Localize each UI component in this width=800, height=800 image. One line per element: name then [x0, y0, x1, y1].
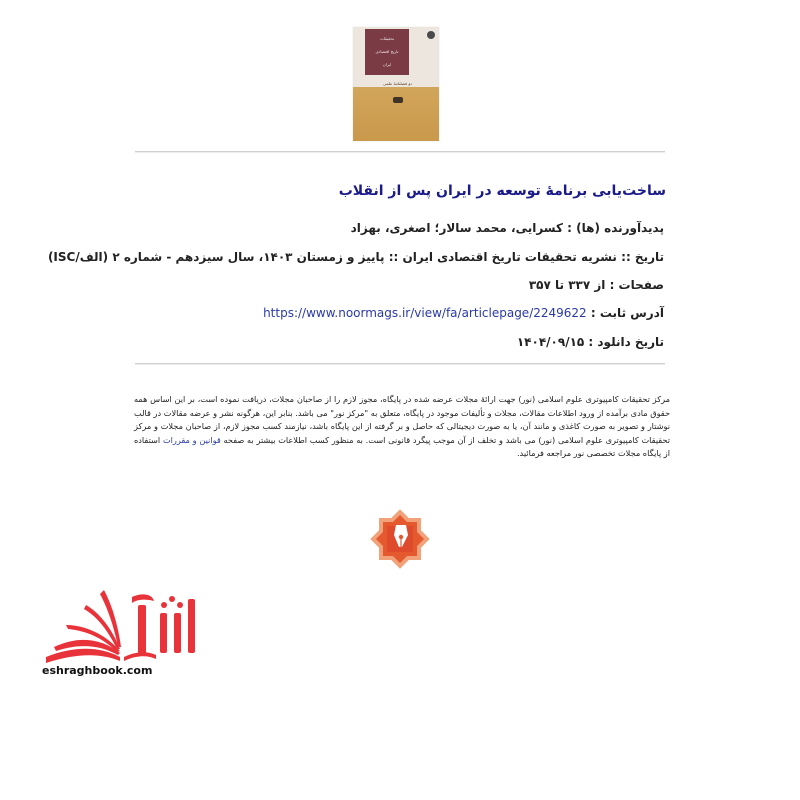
- cover-ornament-icon: [393, 97, 403, 103]
- eshragh-url: eshraghbook.com: [42, 664, 153, 677]
- pages-value: از ۳۳۷ تا ۳۵۷: [528, 278, 606, 292]
- authors-row: [351, 221, 664, 235]
- publisher-emblem-icon: [427, 31, 435, 39]
- noor-logo-icon: [368, 507, 432, 571]
- history-row: [48, 250, 664, 264]
- download-date-value: ۱۴۰۴/۰۹/۱۵: [516, 335, 585, 349]
- authors-label: پدیدآورنده (ها) :: [567, 221, 664, 235]
- history-label: تاریخ ::: [621, 250, 664, 264]
- cover-title-line: ایران: [382, 62, 392, 67]
- download-date-label: تاریخ دانلود :: [588, 335, 664, 349]
- top-divider: [135, 151, 665, 152]
- journal-cover-image: [353, 27, 439, 141]
- history-value: نشریه تحقیقات تاریخ اقتصادی ایران :: پاییز و زمستان ۱۴۰۳، سال سیزدهم - شماره ۲ (الف/ISC): [47, 250, 617, 264]
- cover-title-line: تاریخ اقتصادی: [375, 49, 399, 54]
- article-title: ساخت‌یابی برنامهٔ توسعه در ایران پس از انقلاب: [338, 183, 666, 199]
- copyright-notice: [134, 393, 670, 461]
- authors-value: کسرایی، محمد سالار؛ اصغری، بهزاد: [350, 221, 563, 235]
- bottom-divider: [135, 363, 665, 364]
- notice-text-end: استفاده از پایگاه مجلات تخصصی نور مراجعه فرمائید.: [134, 434, 670, 459]
- pages-row: [529, 278, 664, 292]
- notice-text: مرکز تحقیقات کامپیوتری علوم اسلامی (نور) جهت ارائهٔ مجلات عرضه شده در پایگاه، مجوز لازم را از صاحبان مجلات، دریافت نموده است، بر این اساس همه حقوق مادی برآمده از ورود اطلاعات مقالات، مجلات و تألیفات موجود در پایگاه، متعلق به "مرکز نور" می باشد. بنابر این، هرگونه نشر و عرضه مقالات در قالب نوشتار و تصویر به صورت کاغذی و مانند آن، یا به صورت دیجیتالی که حاصل و بر گرفته از این پایگاه باشد، نیازمند کسب مجوز لازم، از صاحبان مجلات و مرکز تحقیقات کامپیوتری علوم اسلامی (نور) می باشد و تخلف از آن موجب پیگرد قانونی است. به منظور کسب اطلاعات بیشتر به صفحه: [134, 394, 670, 445]
- permalink-label: آدرس ثابت :: [590, 306, 664, 320]
- terms-link[interactable]: قوانین و مقررات: [162, 434, 221, 445]
- cover-title-plate: [365, 29, 409, 75]
- permalink-row: [263, 306, 664, 320]
- cover-title-line: تحقیقات: [380, 36, 394, 41]
- permalink-link[interactable]: https://www.noormags.ir/view/fa/articlepage/2249622: [263, 306, 587, 320]
- cover-author: دو فصلنامهٔ علمی: [383, 81, 413, 86]
- download-date-row: [517, 335, 664, 349]
- pages-label: صفحات :: [609, 278, 664, 292]
